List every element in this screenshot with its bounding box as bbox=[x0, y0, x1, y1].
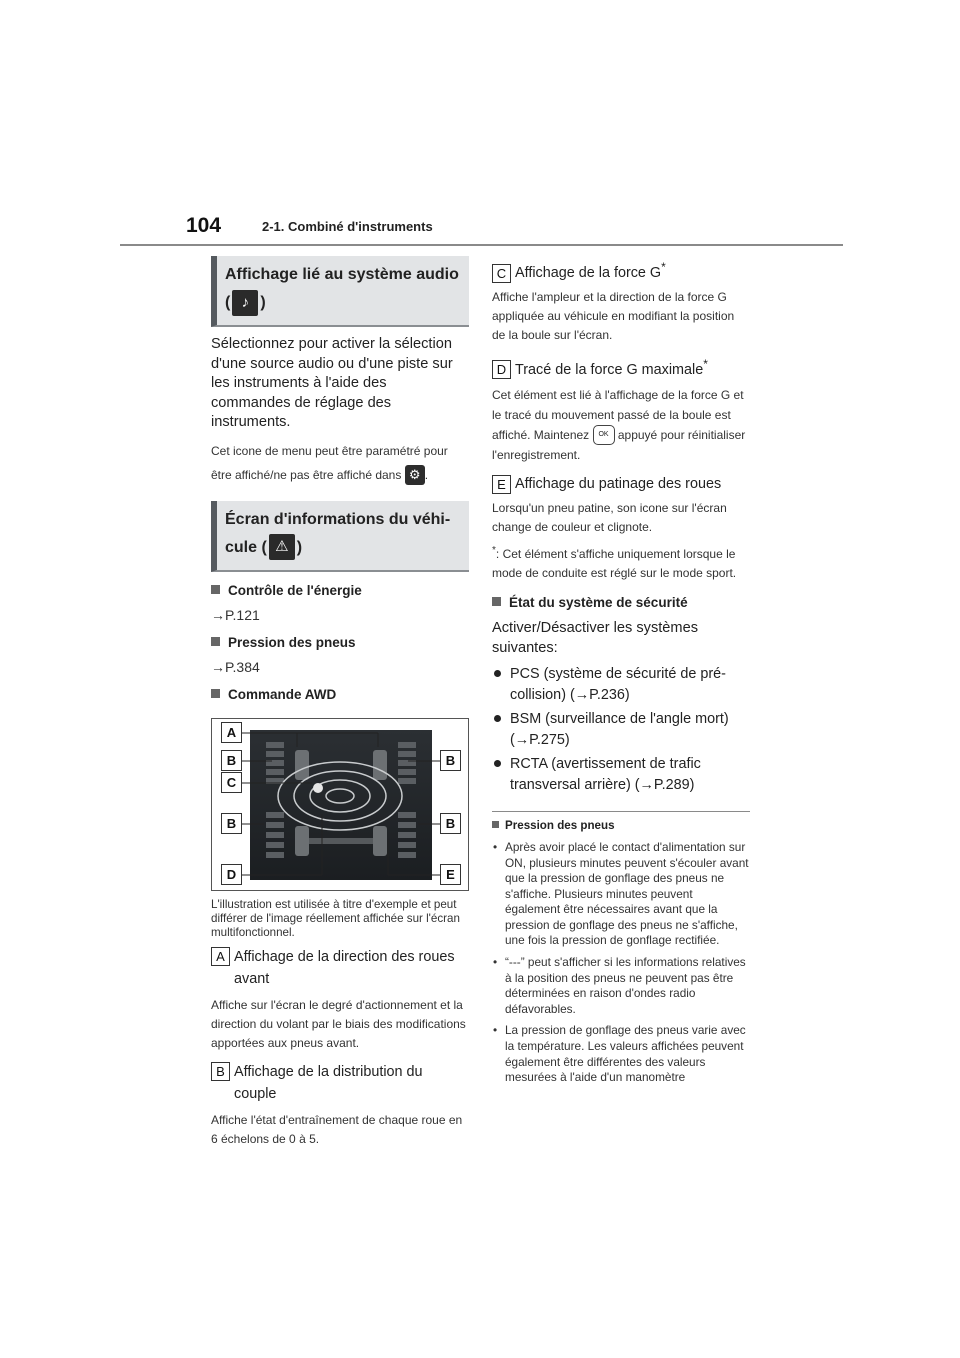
square-bullet-icon bbox=[211, 689, 220, 698]
item-e-description: Lorsqu'un pneu patine, son icone sur l'écran change de couleur et clignote. bbox=[492, 501, 727, 535]
notes-divider bbox=[492, 811, 750, 812]
square-bullet-icon bbox=[211, 585, 220, 594]
item-c-description: Affiche l'ampleur et la direction de la force G appliquée au véhicule en modifiant la position de la boule sur l'écran. bbox=[492, 289, 735, 342]
square-bullet-icon bbox=[492, 597, 501, 606]
item-b-description: Affiche l'état d'entraînement de chaque roue en 6 échelons de 0 à 5. bbox=[211, 1112, 463, 1146]
tire-note-2: • “---” peut s'afficher si les informations relatives à la position des pneus ne peuvent pas être déterminées en raison d'ondes radio défavorables. bbox=[492, 955, 750, 1017]
figure-label-b-front-right: B bbox=[440, 750, 461, 771]
audio-note bbox=[211, 439, 469, 487]
awd-heading: Commande AWD bbox=[211, 685, 469, 705]
item-a-heading: A Affichage de la direction des roues avant bbox=[211, 946, 469, 990]
footnote: *: Cet élément s'affiche uniquement lorsque le mode de conduite est réglé sur le mode sport. bbox=[492, 545, 737, 581]
left-column bbox=[211, 256, 469, 1149]
right-column bbox=[492, 256, 750, 1086]
audio-description: Sélectionnez pour activer la sélection d'une source audio ou d'une piste sur les instruments à l'aide des commandes de réglage des instruments. bbox=[211, 336, 453, 430]
item-a-description: Affiche sur l'écran le degré d'actionnement et la direction du volant par le biais des modifications apportées aux pneus avant. bbox=[211, 997, 466, 1050]
letter-b-label: B bbox=[211, 1062, 230, 1081]
vehicle-heading-line1: Écran d'informations du véhi- bbox=[225, 510, 451, 528]
safety-system-heading: État du système de sécurité bbox=[492, 593, 750, 613]
chapter-title: 2-1. Combiné d'instruments bbox=[262, 219, 433, 234]
safety-bullet-pcs: PCS (système de sécurité de pré-collision) (→P.236) bbox=[492, 664, 750, 705]
figure-label-e: E bbox=[440, 864, 461, 885]
audio-note-text: Cet icone de menu peut être paramétré pour être affiché/ne pas être affiché dans bbox=[211, 443, 448, 482]
energy-heading: Contrôle de l'énergie bbox=[211, 581, 469, 601]
tire-pressure-heading: Pression des pneus bbox=[211, 633, 469, 653]
figure-label-b-front-left: B bbox=[221, 750, 242, 771]
square-bullet-icon bbox=[211, 637, 220, 646]
ok-button-icon: OK bbox=[593, 425, 615, 445]
item-d-heading: D Tracé de la force G maximale* bbox=[492, 353, 750, 381]
header-rule bbox=[120, 244, 843, 246]
energy-page-ref[interactable]: →P.121 bbox=[211, 606, 260, 623]
callout-lines bbox=[212, 719, 470, 892]
letter-c-label: C bbox=[492, 264, 511, 283]
item-b-heading: B Affichage de la distribution du couple bbox=[211, 1061, 469, 1105]
awd-illustration bbox=[211, 718, 469, 891]
letter-a-label: A bbox=[211, 947, 230, 966]
audio-section-heading: Affichage lié au système audio ( ♪ ) bbox=[211, 256, 469, 327]
figure-label-d: D bbox=[221, 864, 242, 885]
tire-pressure-page-ref[interactable]: →P.384 bbox=[211, 658, 260, 675]
tire-notes-heading: Pression des pneus bbox=[492, 818, 750, 834]
item-d-description: Cet élément est lié à l'affichage de la force G et le tracé du mouvement passé de la boule est affiché. Maintenez OK appuyé pour réinitialiser l'enregistrement. bbox=[492, 387, 746, 463]
vehicle-heading-line2-suffix: ) bbox=[296, 538, 303, 556]
letter-d-label: D bbox=[492, 360, 511, 379]
audio-heading-text: Affichage lié au système audio bbox=[225, 266, 459, 283]
safety-bullet-bsm: BSM (surveillance de l'angle mort) (→P.275) bbox=[492, 709, 750, 750]
music-note-icon: ♪ bbox=[232, 290, 258, 316]
settings-gear-icon: ⚙ bbox=[405, 465, 425, 485]
vehicle-info-section-heading bbox=[211, 501, 469, 572]
item-e-heading: E Affichage du patinage des roues bbox=[492, 473, 750, 495]
vehicle-info-icon: ⚠ bbox=[269, 534, 295, 560]
page-number: 104 bbox=[186, 214, 222, 237]
safety-system-description: Activer/Désactiver les systèmes suivantes: bbox=[492, 620, 698, 656]
tire-note-1: • Après avoir placé le contact d'alimentation sur ON, plusieurs minutes peuvent s'écouler avant que la pression de gonflage des pneus ne s'affiche. Plusieurs minutes peuvent également être nécessaires avant que la pression de gonflage des pneus ne s'affiche, une fois la pression de gonflage rectifiée. bbox=[492, 840, 750, 949]
audio-note-end: . bbox=[424, 467, 429, 482]
figure-label-b-rear-right: B bbox=[440, 813, 461, 834]
tire-note-3: • La pression de gonflage des pneus varie avec la température. Les valeurs affichées peuvent également être différentes des valeurs mesurées à l'aide d'un manomètre bbox=[492, 1023, 750, 1085]
vehicle-heading-line2-prefix: cule ( bbox=[225, 538, 267, 556]
figure-caption: L'illustration est utilisée à titre d'exemple et peut différer de l'image réellement affichée sur l'écran multifonctionnel. bbox=[211, 897, 460, 939]
letter-e-label: E bbox=[492, 475, 511, 494]
item-c-heading: C Affichage de la force G* bbox=[492, 256, 750, 284]
figure-label-a: A bbox=[221, 722, 242, 743]
figure-label-c: C bbox=[221, 772, 242, 793]
figure-label-b-rear-left: B bbox=[221, 813, 242, 834]
square-bullet-icon bbox=[492, 821, 499, 828]
safety-bullet-rcta: RCTA (avertissement de trafic transversal arrière) (→P.289) bbox=[492, 754, 750, 795]
